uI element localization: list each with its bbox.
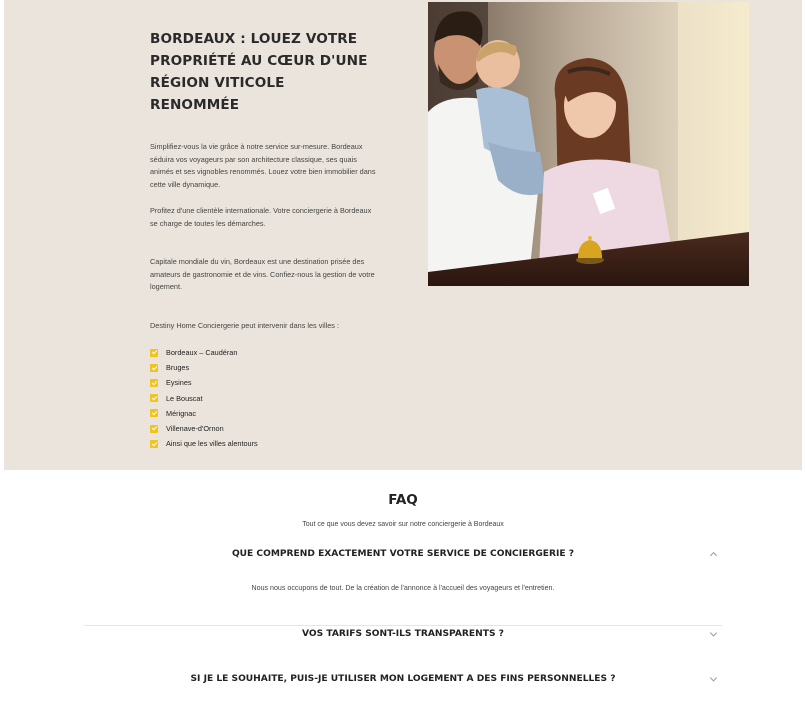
hero-paragraph-2: Profitez d'une clientèle internationale. Votre conciergerie à Bordeaux se charge de toutes les démarches.	[150, 206, 372, 228]
checkbox-icon	[150, 379, 158, 387]
hero-paragraph-1: Simplifiez-vous la vie grâce à notre service sur-mesure. Bordeaux séduira vos voyageurs par son architecture classique, ses quais animés et ses vignobles renommés. Louez votre bien immobilier dans cette ville dynamique.	[150, 142, 376, 189]
faq-item	[84, 621, 722, 647]
reception-desk-couple-baby-photo-icon	[428, 2, 749, 286]
chevron-up-icon[interactable]	[710, 552, 717, 559]
cities-intro: Destiny Home Conciergerie peut intervenir dans les villes :	[150, 320, 339, 330]
hero-section	[4, 0, 802, 470]
hero-photo	[428, 2, 749, 286]
city-label: Ainsi que les villes alentours	[166, 439, 258, 449]
list-item	[150, 406, 378, 421]
city-label: Villenave-d'Ornon	[166, 424, 224, 434]
faq-question: SI JE LE SOUHAITE, PUIS-JE UTILISER MON LOGEMENT A DES FINS PERSONNELLES ?	[190, 674, 616, 684]
faq-question: QUE COMPREND EXACTEMENT VOTRE SERVICE DE CONCIERGERIE ?	[231, 549, 575, 559]
faq-item	[84, 541, 722, 626]
city-label: Le Bouscat	[166, 393, 203, 403]
faq-section	[0, 470, 806, 704]
chevron-down-icon[interactable]	[710, 674, 717, 681]
checkbox-icon	[150, 409, 158, 417]
list-item	[150, 360, 378, 375]
list-item	[150, 436, 378, 451]
faq-subtitle: Tout ce que vous devez savoir sur notre conciergerie à Bordeaux	[302, 521, 504, 528]
faq-item	[84, 666, 722, 692]
chevron-down-icon[interactable]	[710, 629, 717, 636]
faq-answer: Nous nous occupons de tout. De la création de l'annonce à l'accueil des voyageurs et l'entretien.	[251, 584, 555, 592]
faq-question: VOS TARIFS SONT-ILS TRANSPARENTS ?	[302, 629, 504, 639]
faq-question-toggle[interactable]	[84, 666, 722, 692]
hero-text-column	[150, 28, 378, 451]
faq-title: FAQ	[388, 492, 418, 508]
checkbox-icon	[150, 349, 158, 357]
checkbox-icon	[150, 394, 158, 402]
city-list	[150, 345, 378, 451]
list-item	[150, 391, 378, 406]
list-item	[150, 345, 378, 360]
checkbox-icon	[150, 364, 158, 372]
list-item	[150, 421, 378, 436]
city-label: Bordeaux – Caudéran	[166, 348, 238, 358]
checkbox-icon	[150, 425, 158, 433]
hero-title: BORDEAUX : LOUEZ VOTRE PROPRIÉTÉ AU CŒUR D'UNE RÉGION VITICOLE RENOMMÉE	[150, 31, 368, 113]
faq-question-toggle[interactable]	[84, 621, 722, 647]
city-label: Mérignac	[166, 408, 197, 418]
list-item	[150, 375, 378, 390]
hero-paragraph-3: Capitale mondiale du vin, Bordeaux est une destination prisée des amateurs de gastronomie et de vins. Confiez-nous la gestion de votre logement.	[150, 257, 375, 291]
city-label: Eysines	[166, 378, 192, 388]
checkbox-icon	[150, 440, 158, 448]
city-label: Bruges	[166, 363, 190, 373]
faq-question-toggle[interactable]	[84, 541, 722, 567]
